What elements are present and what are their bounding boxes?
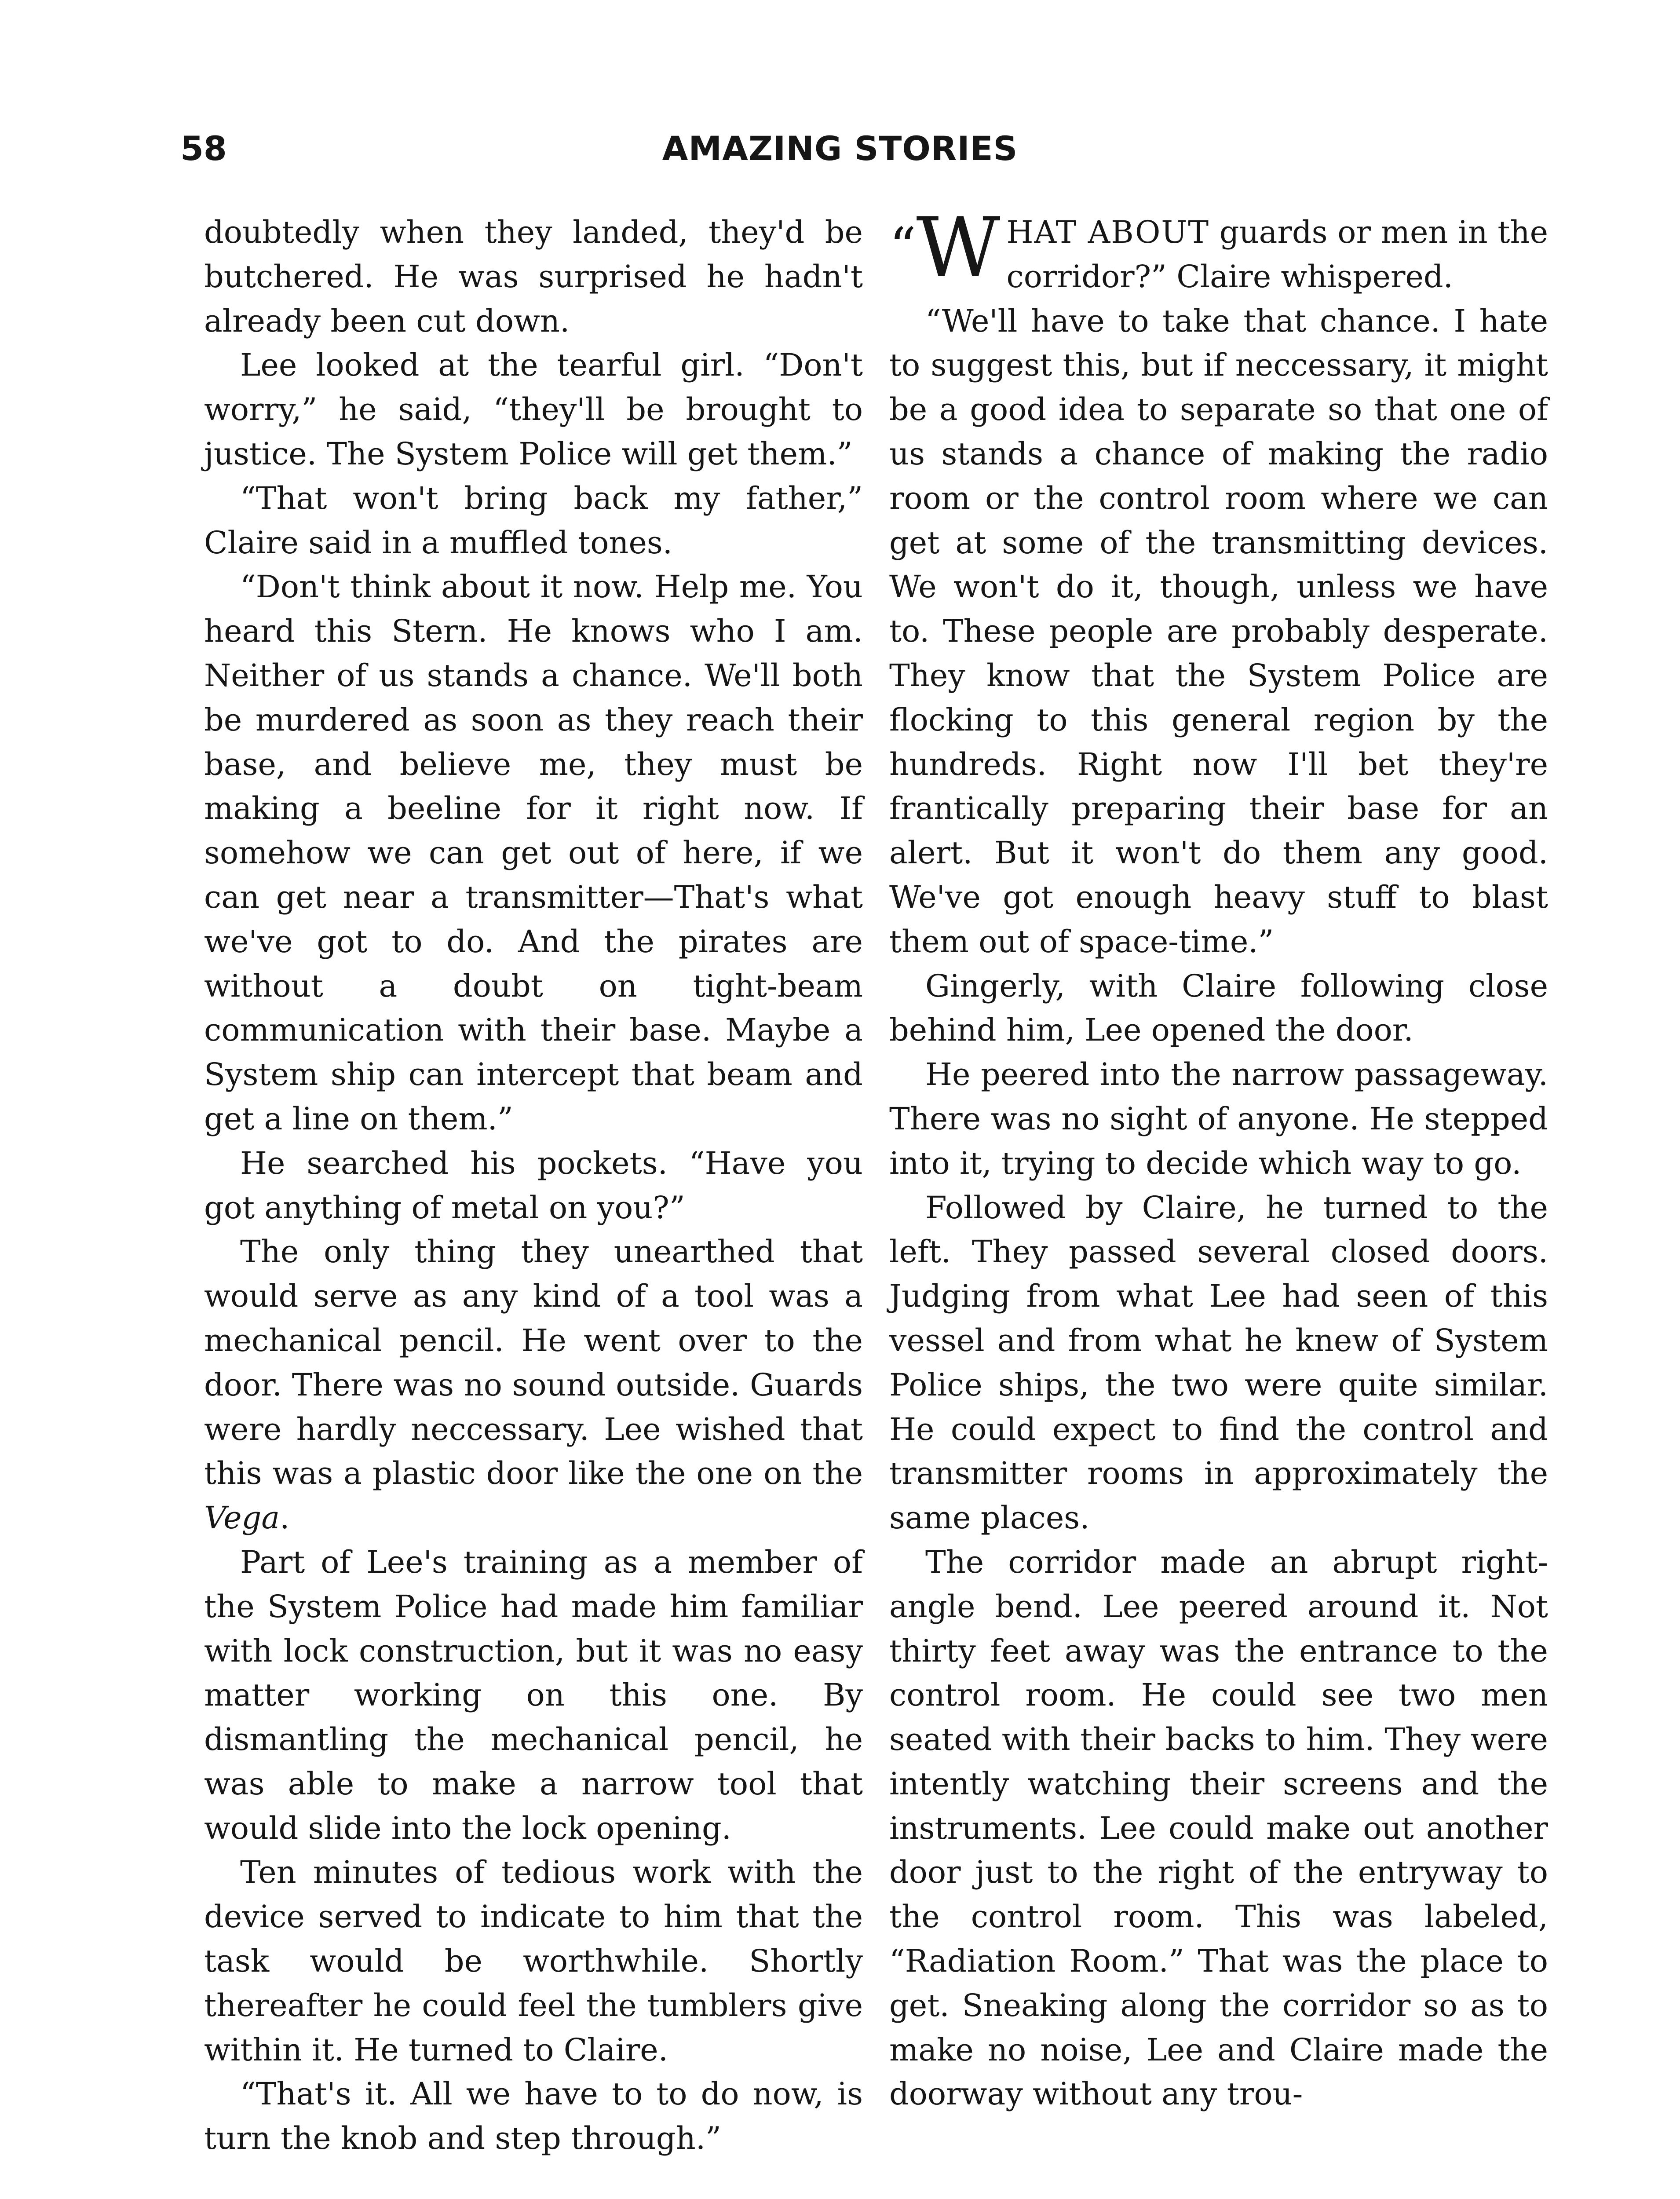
drop-cap-letter: W	[916, 200, 1001, 295]
section-opening-paragraph	[889, 200, 1548, 299]
paragraph: Lee looked at the tearful girl. “Don't worry,” he said, “they'll be brought to justice. The System Police will get them.”	[204, 347, 863, 472]
opening-text: guards or men in the corridor?” Claire whispered.	[1006, 214, 1548, 295]
paragraph: He peered into the narrow passageway. There was no sight of anyone. He stepped into it, trying to decide which way to go.	[889, 1056, 1548, 1181]
paragraph-text: The only thing they unearthed that would serve as any kind of a tool was a mechanical pencil. He went over to the door. There was no sound outside. Guards were hardly neccessary. Lee wished that this was a plastic door like the one on the	[204, 1234, 863, 1492]
paragraph: “Don't think about it now. Help me. You heard this Stern. He knows who I am. Neither of us stands a chance. We'll both be murdered as soon as they reach their base, and believe me, they must be making a beeline for it right now. If somehow we can get out of here, if we can get near a transmitter—That's what we've got to do. And the pirates are without a doubt on tight-beam communication with their base. Maybe a System ship can intercept that beam and get a line on them.”	[204, 569, 863, 1137]
page-number: 58	[180, 129, 227, 168]
paragraph: “That won't bring back my father,” Claire said in a muffled tones.	[204, 480, 863, 561]
ship-name: Vega	[204, 1500, 280, 1536]
paragraph: doubtedly when they landed, they'd be butchered. He was surprised he hadn't already been cut down.	[204, 214, 863, 339]
drop-cap	[889, 200, 1007, 295]
paragraph-end: .	[280, 1500, 290, 1536]
right-column	[889, 200, 1548, 2116]
drop-cap-quote: “	[889, 217, 917, 278]
paragraph: “We'll have to take that chance. I hate to suggest this, but if neccessary, it might be a good idea to separate so that one of us stands a chance of making the radio room or the control room where we can get at some of the transmitting devices. We won't do it, though, unless we have to. These people are probably desperate. They know that the System Police are flocking to this general region by the hundreds. Right now I'll bet they're frantically preparing their base for an alert. But it won't do them any good. We've got enough heavy stuff to blast them out of space-time.”	[889, 303, 1548, 960]
paragraph	[204, 1230, 863, 1540]
paragraph: He searched his pockets. “Have you got anything of metal on you?”	[204, 1145, 863, 1226]
paragraph: Gingerly, with Claire following close behind him, Lee opened the door.	[889, 968, 1548, 1048]
paragraph: Ten minutes of tedious work with the device served to indicate to him that the task would be worthwhile. Shortly thereafter he could feel the tumblers give within it. He turned to Claire.	[204, 1854, 863, 2068]
paragraph: Part of Lee's training as a member of the System Police had made him familiar with lock construction, but it was no easy matter working on this one. By dismantling the mechanical pencil, he was able to make a narrow tool that would slide into the lock opening.	[204, 1544, 863, 1846]
left-column	[204, 210, 863, 2161]
opening-caps: HAT ABOUT	[1006, 214, 1210, 250]
paragraph: “That's it. All we have to to do now, is turn the knob and step through.”	[204, 2076, 863, 2157]
paragraph: Followed by Claire, he turned to the left. They passed several closed doors. Judging from what Lee had seen of this vessel and from what he knew of System Police ships, the two were quite similar. He could expect to find the control and transmitter rooms in approximately the same places.	[889, 1189, 1548, 1536]
paragraph: The corridor made an abrupt right-angle bend. Lee peered around it. Not thirty feet away was the entrance to the control room. He could see two men seated with their backs to him. They were intently watching their screens and the instruments. Lee could make out another door just to the right of the entryway to the control room. This was labeled, “Radiation Room.” That was the place to get. Sneaking along the corridor so as to make no noise, Lee and Claire made the doorway without any trou-	[889, 1544, 1548, 2112]
running-head: AMAZING STORIES	[662, 129, 1018, 168]
